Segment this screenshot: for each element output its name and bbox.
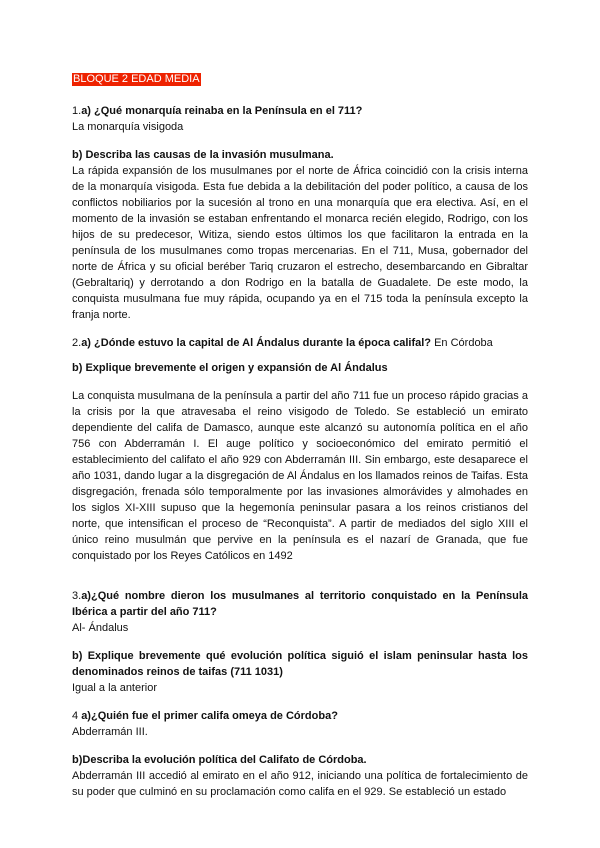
question-number: 1. bbox=[72, 105, 82, 117]
question-text: a)¿Quién fue el primer califa omeya de Córdoba? bbox=[81, 710, 338, 722]
question-3b: b) Explique brevemente qué evolución política siguió el islam peninsular hasta los denominados reinos de taifas (711 1031) bbox=[72, 650, 528, 678]
answer-4a: Abderramán III. bbox=[72, 726, 148, 738]
answer-1a: La monarquía visigoda bbox=[72, 121, 184, 133]
question-text: a) ¿Qué monarquía reinaba en la Península en el 711? bbox=[81, 105, 363, 117]
question-1b: b) Describa las causas de la invasión musulmana. bbox=[72, 149, 334, 161]
answer-3a: Al- Ándalus bbox=[72, 622, 129, 634]
answer-2b: La conquista musulmana de la península a partir del año 711 fue un proceso rápido gracias a la crisis por la que atravesaba el reino visigodo de Toledo. Se estableció un emirato dependiente del califa de Damasco, aunque este alcanzó su autonomía política en el año 756 con Abderramán I. El auge político y socioeconómico del emirato permitió el establecimiento del califato el año 929 con Abderramán III. Sin embargo, este desaparece el año 1031, dando lugar a la disgregación de Al Ándalus en los llamados reinos de Taifas. Esta disgregación, frenada sólo temporalmente por las invasiones almorávides y almohades en los siglos XI-XIII supuso que la hegemonía peninsular pasara a los reinos cristianos del norte, que intensifican el proceso de “Reconquista”. A partir de mediados del siglo XIII el único reino musulmán que pervive en la península es el nazarí de Granada, que fue conquistado por los Reyes Católicos en 1492 bbox=[72, 390, 528, 562]
answer-2a: En Córdoba bbox=[431, 337, 493, 349]
question-3a bbox=[72, 588, 528, 620]
answer-3b: Igual a la anterior bbox=[72, 682, 157, 694]
answer-1b: La rápida expansión de los musulmanes por el norte de África coincidió con la crisis interna de la monarquía visigoda. Esta fue debida a la debilitación del poder político, a causa de los conflictos nobiliarios por la sucesión al trono en una monarquía que era electiva. Así, en el momento de la invasión se estaban enfrentando el monarca recién elegido, Rodrigo, con los hijos de su predecesor, Witiza, siendo estos últimos los que facilitaron la entrada en la península de los musulmanes como tropas mercenarias. En el 711, Musa, gobernador del norte de África y su oficial beréber Tariq cruzaron el estrecho, desembarcando en Gibraltar (Gebraltariq) y derrotando a don Rodrigo en la batalla de Guadalete. De este modo, la conquista musulmana fue muy rápida, ocupando ya en el 715 toda la península excepto la franja norte. bbox=[72, 165, 528, 321]
question-4a bbox=[72, 708, 528, 724]
question-number: 3. bbox=[72, 590, 82, 602]
question-2b: b) Explique brevemente el origen y expansión de Al Ándalus bbox=[72, 362, 388, 374]
question-text: a)¿Qué nombre dieron los musulmanes al territorio conquistado en la Península Ibérica a partir del año 711? bbox=[72, 590, 528, 618]
question-number: 4 bbox=[72, 710, 82, 722]
question-text: a) ¿Dónde estuvo la capital de Al Ándalus durante la época califal? bbox=[81, 337, 432, 349]
question-1a bbox=[72, 103, 528, 119]
question-number: 2. bbox=[72, 337, 82, 349]
question-4b: b)Describa la evolución política del Califato de Córdoba. bbox=[72, 754, 367, 766]
answer-4b: Abderramán III accedió al emirato en el año 912, iniciando una política de fortalecimiento de su poder que culminó en su proclamación como califa en el 929. Se estableció un estado bbox=[72, 770, 528, 798]
question-2a bbox=[72, 335, 528, 351]
section-title: BLOQUE 2 EDAD MEDIA bbox=[73, 73, 200, 85]
